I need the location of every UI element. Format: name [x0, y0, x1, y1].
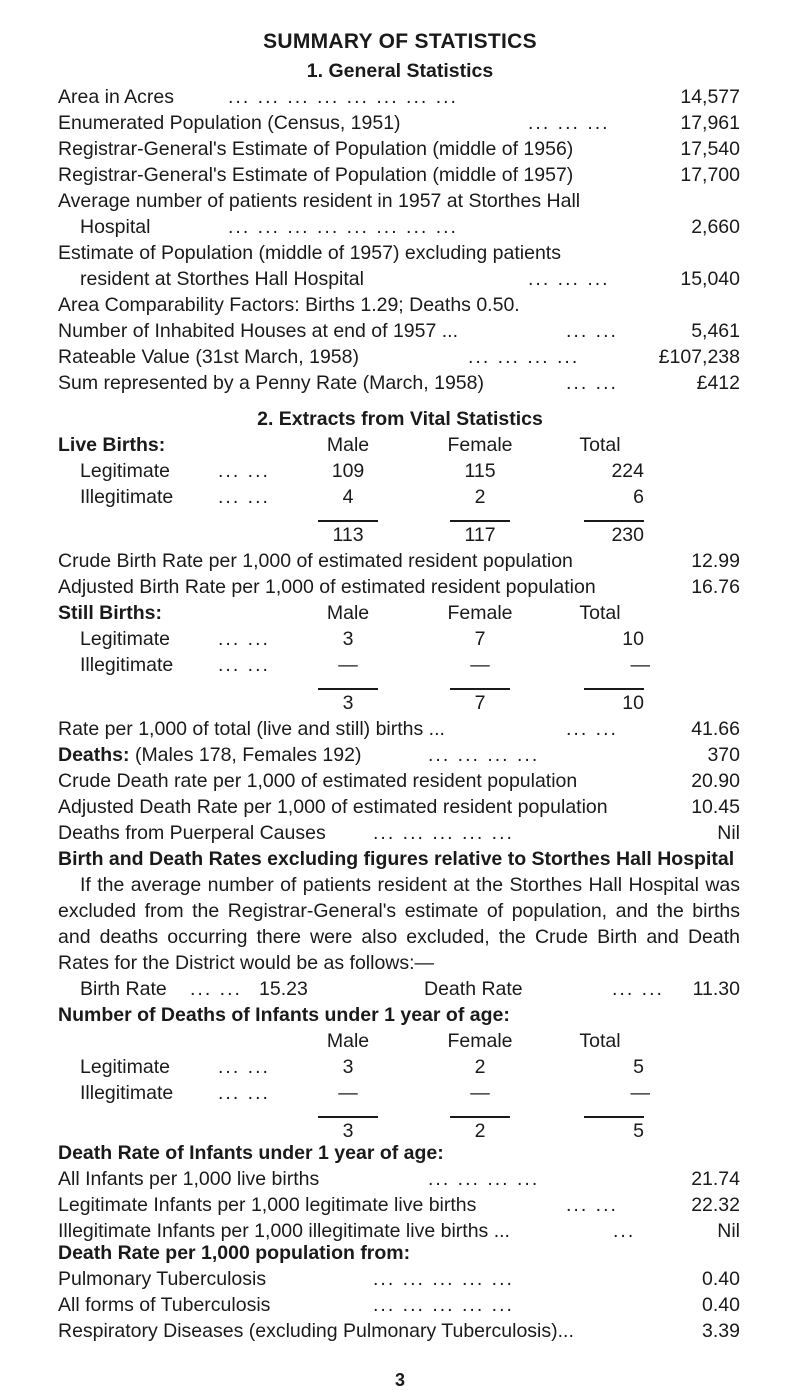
live-births-illegit-female: 2 [474, 486, 486, 508]
still-births-legit-female: 7 [474, 628, 486, 650]
stat-row-rateable-value: Rateable Value (31st March, 1958) ... ... ... ... £107,238 [58, 346, 740, 368]
still-births-label: Still Births: [58, 602, 163, 624]
live-births-legit-total: 224 [611, 460, 644, 482]
infant-deaths-illegit-male: — [338, 1082, 358, 1104]
still-births-total-male: 3 [342, 692, 354, 714]
still-births-legit-male: 3 [342, 628, 354, 650]
still-births-legit-total: 10 [622, 628, 644, 650]
infant-rate-legit: Legitimate Infants per 1,000 legitimate live births ... ... 22.32 [58, 1194, 740, 1216]
excluding-heading: Birth and Death Rates excluding figures relative to Storthes Hall Hospital [58, 848, 735, 870]
live-births-header-female: Female [447, 434, 513, 456]
excl-birth-rate-value: 15.23 [259, 978, 308, 1000]
infant-deaths-label: Number of Deaths of Infants under 1 year of age: [58, 1004, 510, 1026]
infant-deaths-illegit-total: — [630, 1082, 650, 1104]
deaths-label: Deaths: [58, 744, 130, 766]
infant-deaths-illegit-label: Illegitimate [80, 1082, 174, 1104]
infant-deaths-total-male: 3 [342, 1120, 354, 1142]
still-births-illegit-dots: ... ... [218, 654, 270, 676]
live-births-legit-dots: ... ... [218, 460, 270, 482]
infant-deaths-total-total: 5 [633, 1120, 644, 1142]
infant-deaths-total-female: 2 [474, 1120, 486, 1142]
infant-deaths-legit-label: Legitimate [80, 1056, 170, 1078]
infant-deaths-header-male: Male [326, 1030, 370, 1052]
live-births-total-male: 113 [332, 524, 364, 546]
live-births-legit-female: 115 [464, 460, 496, 482]
still-births-illegit-male: — [338, 654, 358, 676]
infant-rate-all: All Infants per 1,000 live births ... ... ... ... 21.74 [58, 1168, 740, 1190]
still-births-illegit-label: Illegitimate [80, 654, 174, 676]
infant-deaths-header-female: Female [447, 1030, 513, 1052]
infant-rates-heading: Death Rate of Infants under 1 year of age: [58, 1142, 444, 1164]
stat-row-excluding-heading: Estimate of Population (middle of 1957) excluding patients [58, 242, 561, 264]
still-births-total-female: 7 [474, 692, 486, 714]
section-1-heading: 1. General Statistics [306, 60, 494, 82]
stat-row-area: Area in Acres ... ... ... ... ... ... ... ... 14,577 [58, 86, 740, 108]
still-births-header-total: Total [579, 602, 621, 624]
infant-deaths-legit-total: 5 [633, 1056, 644, 1078]
rate-all-tb: All forms of Tuberculosis ... ... ... ... ... 0.40 [58, 1294, 740, 1316]
infant-deaths-illegit-dots: ... ... [218, 1082, 270, 1104]
infant-deaths-header-total: Total [579, 1030, 621, 1052]
stat-row-excluding-patients: resident at Storthes Hall Hospital ... ... ... 15,040 [80, 268, 740, 290]
stat-row-estimate-1957: Registrar-General's Estimate of Population (middle of 1957) 17,700 [58, 164, 740, 186]
still-births-header-male: Male [326, 602, 370, 624]
infant-deaths-legit-male: 3 [342, 1056, 354, 1078]
rate-pulmonary-tb: Pulmonary Tuberculosis ... ... ... ... ... 0.40 [58, 1268, 740, 1290]
crude-death-rate: Crude Death rate per 1,000 of estimated resident population 20.90 [58, 770, 740, 792]
rate-total-births: Rate per 1,000 of total (live and still) births ... ... ... 41.66 [58, 718, 740, 740]
live-births-illegit-male: 4 [342, 486, 354, 508]
live-births-header-male: Male [326, 434, 370, 456]
stat-row-houses: Number of Inhabited Houses at end of 1957 ... ... ... 5,461 [58, 320, 740, 342]
still-births-illegit-total: — [630, 654, 650, 676]
still-births-legit-label: Legitimate [80, 628, 170, 650]
rate-respiratory: Respiratory Diseases (excluding Pulmonary Tuberculosis)... 3.39 [58, 1320, 740, 1342]
stat-row-census: Enumerated Population (Census, 1951) ... ... ... 17,961 [58, 112, 740, 134]
still-births-legit-dots: ... ... [218, 628, 270, 650]
infant-deaths-legit-dots: ... ... [218, 1056, 270, 1078]
excl-birth-rate-dots: ... ... [190, 978, 242, 1000]
live-births-header-total: Total [579, 434, 621, 456]
excl-birth-rate-label: Birth Rate [80, 978, 167, 1000]
live-births-total-female: 117 [464, 524, 496, 546]
adjusted-death-rate: Adjusted Death Rate per 1,000 of estimated resident population 10.45 [58, 796, 740, 818]
live-births-total-total: 230 [611, 524, 644, 546]
infant-rate-illegit: Illegitimate Infants per 1,000 illegitimate live births ... ... Nil [58, 1220, 740, 1242]
live-births-legit-male: 109 [331, 460, 365, 482]
section-2-heading: 2. Extracts from Vital Statistics [257, 408, 543, 430]
live-births-illegit-total: 6 [633, 486, 644, 508]
population-rates-heading: Death Rate per 1,000 population from: [58, 1242, 411, 1264]
excluding-paragraph: If the average number of patients resident at the Storthes Hall Hospital was excluded from the Registrar-General's estimate of population, and the births and deaths occurring there were also excluded, the Crude Birth and Death Rates for the District would be as follows:— [58, 874, 740, 974]
live-births-illegit-dots: ... ... [218, 486, 270, 508]
stat-row-hospital: Hospital ... ... ... ... ... ... ... ... 2,660 [80, 216, 740, 238]
excl-death-rate-dots: ... ... [612, 978, 664, 1000]
still-births-illegit-female: — [470, 654, 490, 676]
still-births-total-total: 10 [622, 692, 644, 714]
adjusted-birth-rate: Adjusted Birth Rate per 1,000 of estimated resident population 16.76 [58, 576, 740, 598]
live-births-legit-label: Legitimate [80, 460, 170, 482]
infant-deaths-illegit-female: — [470, 1082, 490, 1104]
live-births-label: Live Births: [58, 434, 166, 456]
stat-row-comparability: Area Comparability Factors: Births 1.29; Deaths 0.50. [58, 294, 520, 316]
crude-birth-rate: Crude Birth Rate per 1,000 of estimated resident population 12.99 [58, 550, 740, 572]
live-births-illegit-label: Illegitimate [80, 486, 174, 508]
puerperal-deaths: Deaths from Puerperal Causes ... ... ... ... ... Nil [58, 822, 740, 844]
infant-deaths-legit-female: 2 [474, 1056, 486, 1078]
deaths-row: Deaths: (Males 178, Females 192) ... ... ... ... 370 [58, 744, 740, 766]
excl-death-rate-value: 11.30 [692, 978, 740, 1000]
stat-row-estimate-1956: Registrar-General's Estimate of Population (middle of 1956) 17,540 [58, 138, 740, 160]
page-title: SUMMARY OF STATISTICS [263, 30, 537, 53]
page-number: 3 [394, 1370, 405, 1390]
stat-row-penny-rate: Sum represented by a Penny Rate (March, 1958) ... ... £412 [58, 372, 740, 394]
stat-row-patients-heading: Average number of patients resident in 1957 at Storthes Hall [58, 190, 581, 212]
still-births-header-female: Female [447, 602, 513, 624]
excl-death-rate-label: Death Rate [424, 978, 523, 1000]
